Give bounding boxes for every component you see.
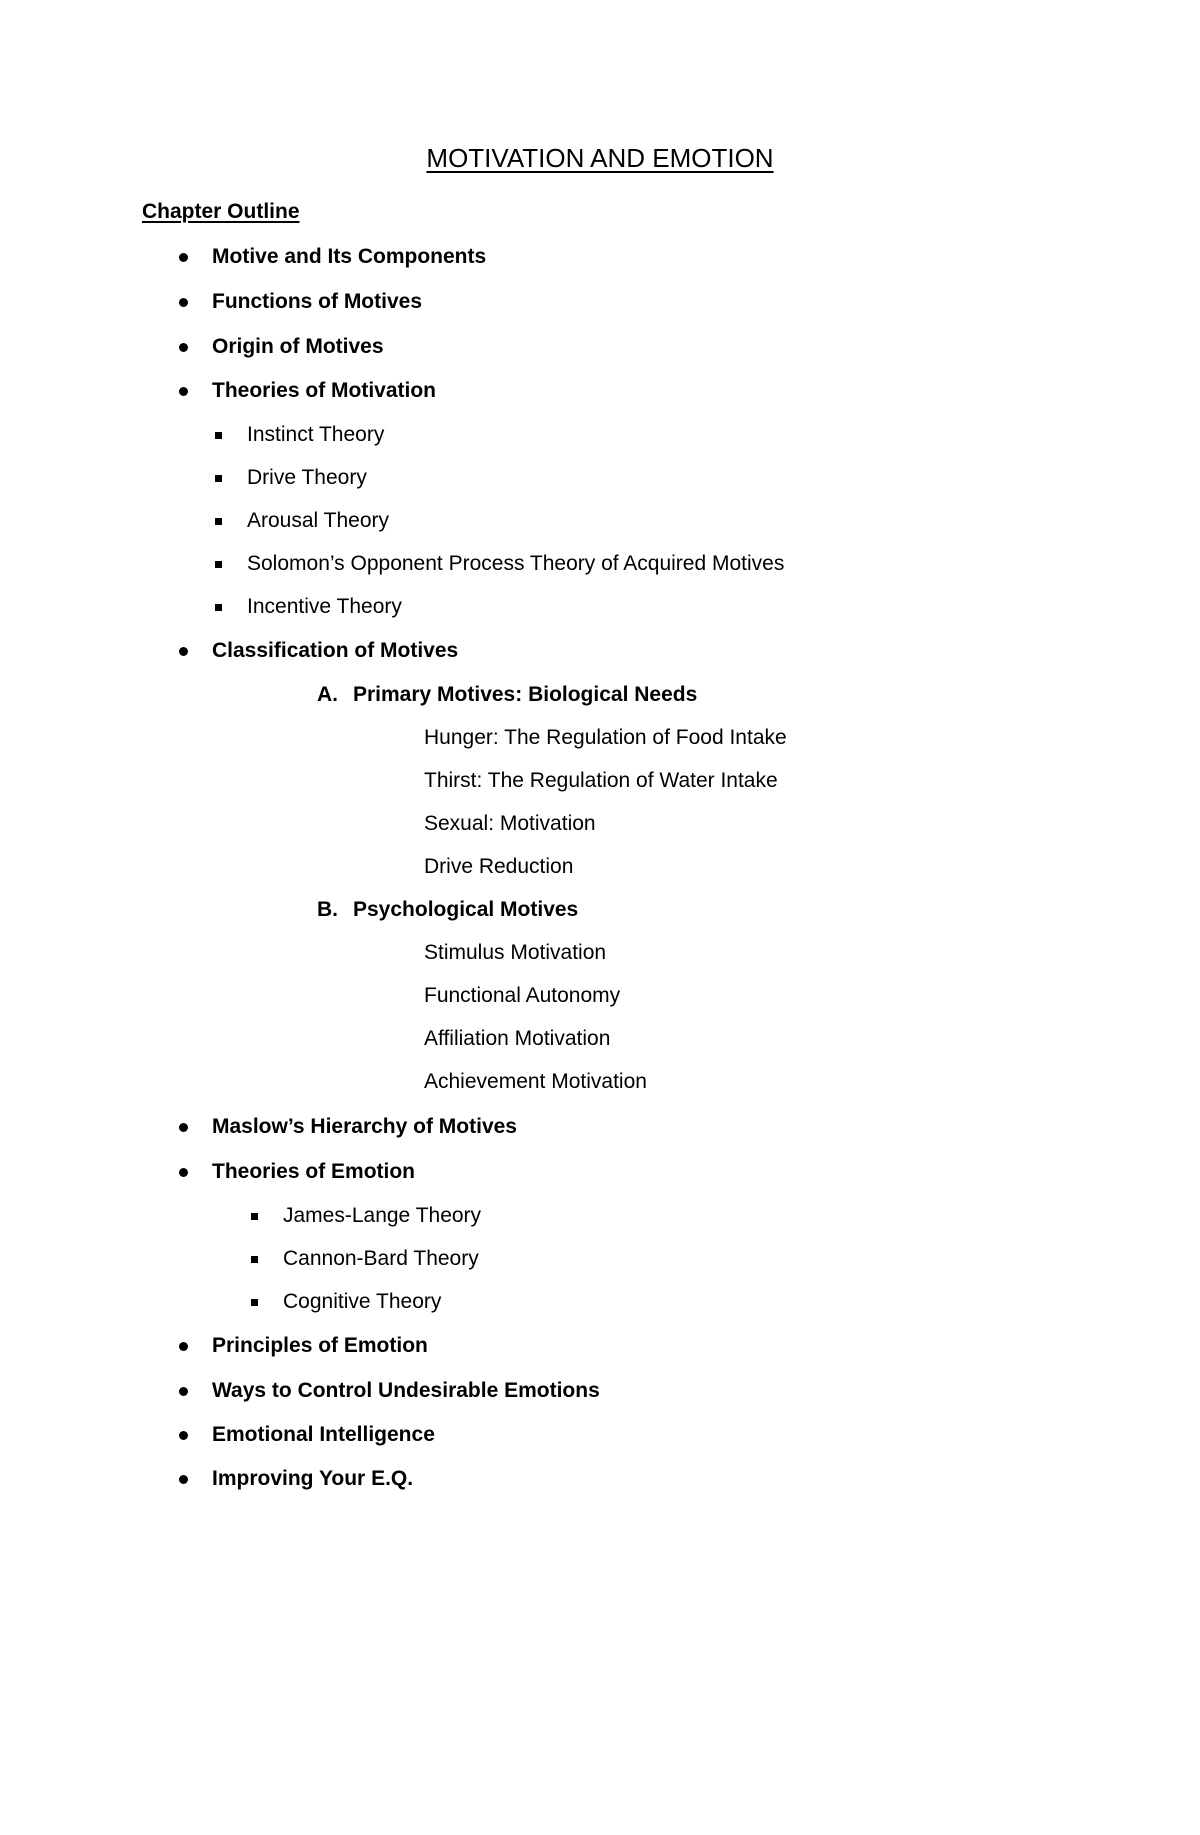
nested-text-line: Achievement Motivation <box>424 1070 647 1093</box>
list-item <box>212 1421 435 1449</box>
sub-list-item <box>283 1245 479 1273</box>
list-letter: A. <box>317 683 338 706</box>
bullet-icon <box>176 333 190 361</box>
list-item <box>212 243 486 271</box>
list-item-label: Origin of Motives <box>212 335 384 358</box>
sub-list-item <box>283 1202 481 1230</box>
bullet-icon <box>176 637 190 665</box>
lettered-item <box>317 896 579 924</box>
sub-list-item-label: Incentive Theory <box>247 595 402 618</box>
lettered-item-label: Primary Motives: Biological Needs <box>353 683 698 706</box>
sub-list-item <box>247 464 367 492</box>
list-item <box>212 1113 517 1141</box>
list-item <box>212 637 458 665</box>
sub-list-item <box>247 593 402 621</box>
square-bullet-icon <box>249 1202 259 1230</box>
nested-text-line: Affiliation Motivation <box>424 1027 611 1050</box>
square-bullet-icon <box>249 1288 259 1316</box>
sub-list-item <box>247 550 784 578</box>
lettered-item <box>317 681 698 709</box>
list-item-label: Principles of Emotion <box>212 1334 428 1357</box>
list-item <box>212 1332 428 1360</box>
list-item-label: Theories of Motivation <box>212 379 437 402</box>
list-item <box>212 333 384 361</box>
sub-list-item-label: Drive Theory <box>247 466 367 489</box>
bullet-icon <box>176 288 190 316</box>
square-bullet-icon <box>213 421 223 449</box>
square-bullet-icon <box>213 464 223 492</box>
sub-list-item-label: Instinct Theory <box>247 423 385 446</box>
sub-list-item-label: Cannon-Bard Theory <box>283 1247 479 1270</box>
list-letter: B. <box>317 898 338 921</box>
bullet-icon <box>176 377 190 405</box>
chapter-outline-heading: Chapter Outline <box>142 200 300 223</box>
list-item-label: Emotional Intelligence <box>212 1423 435 1446</box>
list-item-label: Improving Your E.Q. <box>212 1467 414 1490</box>
page-title: MOTIVATION AND EMOTION <box>426 143 774 173</box>
square-bullet-icon <box>249 1245 259 1273</box>
sub-list-item-label: Arousal Theory <box>247 509 390 532</box>
sub-list-item-label: Solomon’s Opponent Process Theory of Acquired Motives <box>247 552 785 575</box>
list-item-label: Motive and Its Components <box>212 245 487 268</box>
bullet-icon <box>176 1465 190 1493</box>
list-item-label: Classification of Motives <box>212 639 459 662</box>
list-item <box>212 1158 415 1186</box>
bullet-icon <box>176 1158 190 1186</box>
list-item-label: Maslow’s Hierarchy of Motives <box>212 1115 517 1138</box>
nested-text-line: Thirst: The Regulation of Water Intake <box>424 769 778 792</box>
nested-text-line: Hunger: The Regulation of Food Intake <box>424 726 787 749</box>
sub-list-item <box>283 1288 441 1316</box>
nested-text-line: Sexual: Motivation <box>424 812 596 835</box>
lettered-item-label: Psychological Motives <box>353 898 579 921</box>
sub-list-item-label: Cognitive Theory <box>283 1290 442 1313</box>
list-item <box>212 288 422 316</box>
square-bullet-icon <box>213 550 223 578</box>
sub-list-item-label: James-Lange Theory <box>283 1204 482 1227</box>
nested-text-line: Functional Autonomy <box>424 984 621 1007</box>
bullet-icon <box>176 1332 190 1360</box>
square-bullet-icon <box>213 507 223 535</box>
list-item-label: Functions of Motives <box>212 290 422 313</box>
bullet-icon <box>176 1113 190 1141</box>
sub-list-item <box>247 421 384 449</box>
list-item <box>212 377 436 405</box>
nested-text-line: Stimulus Motivation <box>424 941 607 964</box>
bullet-icon <box>176 243 190 271</box>
nested-text-line: Drive Reduction <box>424 855 574 878</box>
list-item-label: Ways to Control Undesirable Emotions <box>212 1379 600 1402</box>
list-item-label: Theories of Emotion <box>212 1160 416 1183</box>
list-item <box>212 1465 413 1493</box>
bullet-icon <box>176 1421 190 1449</box>
list-item <box>212 1377 600 1405</box>
sub-list-item <box>247 507 389 535</box>
bullet-icon <box>176 1377 190 1405</box>
square-bullet-icon <box>213 593 223 621</box>
